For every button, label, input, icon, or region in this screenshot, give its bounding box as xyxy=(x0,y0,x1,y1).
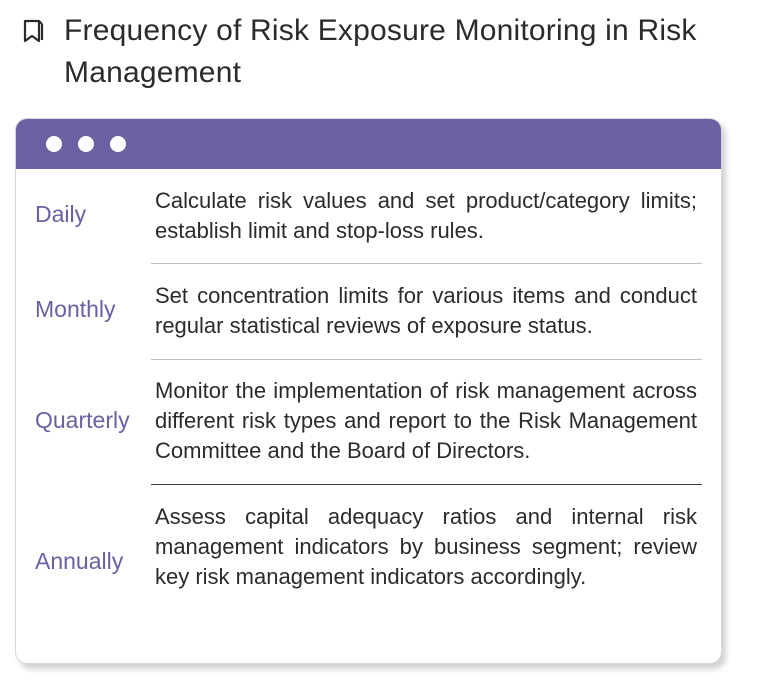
row-label: Quarterly xyxy=(35,407,130,433)
row-label: Annually xyxy=(35,548,124,574)
window-dot-icon xyxy=(78,136,94,152)
row-description: Assess capital adequacy ratios and internal risk management indicators by business segment; review key risk management indicators accordingly. xyxy=(155,504,697,589)
card-header xyxy=(16,119,721,169)
row-description: Monitor the implementation of risk management across different risk types and report to the Risk Management Committee and the Board of Directors. xyxy=(155,378,697,463)
frequency-card xyxy=(15,118,722,664)
row-label: Monthly xyxy=(35,296,116,322)
row-label: Daily xyxy=(35,201,87,227)
bookmark-icon xyxy=(22,19,44,43)
window-dot-icon xyxy=(46,136,62,152)
row-divider xyxy=(151,359,702,360)
window-dot-icon xyxy=(110,136,126,152)
page-title: Frequency of Risk Exposure Monitoring in Risk Management xyxy=(64,14,697,89)
row-divider xyxy=(151,263,702,264)
row-description: Set concentration limits for various items and conduct regular statistical reviews of exposure status. xyxy=(155,283,697,338)
row-divider xyxy=(151,484,702,485)
title-row xyxy=(22,10,742,94)
row-description: Calculate risk values and set product/category limits; establish limit and stop-loss rules. xyxy=(155,188,697,243)
